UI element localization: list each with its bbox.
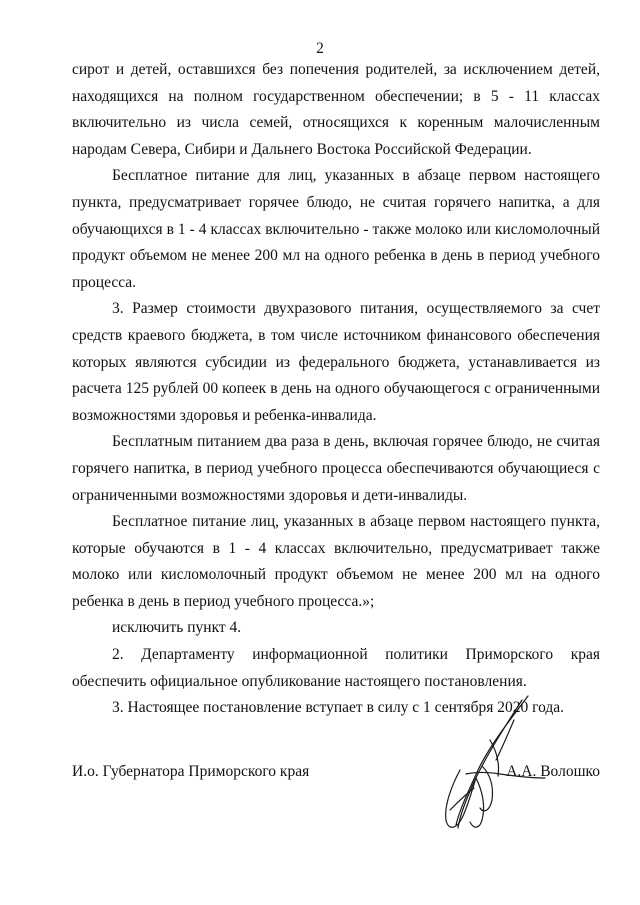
paragraph-continuation: сирот и детей, оставшихся без попечения родителей, за исключением детей, находящихся на полном государственном обеспечении; в 5 - 11 классах включительно из числа семей, относящихся к коренным малочисленным народам Севера, Сибири и Дальнего Востока Российской Федерации. <box>72 61 600 158</box>
document-body <box>72 57 600 722</box>
handwritten-signature <box>430 690 570 840</box>
paragraph-twice-daily-meals: Бесплатным питанием два раза в день, включая горячее блюдо, не считая горячего напитка, в период учебного процесса обеспечиваются обучающиеся с ограниченными возможностями здоровья и дети-инвалиды. <box>72 433 600 504</box>
paragraph-exclude-point-4: исключить пункт 4. <box>112 619 242 637</box>
signatory-title: И.о. Губернатора Приморского края <box>72 763 310 780</box>
paragraph-point-3-cost: 3. Размер стоимости двухразового питания, осуществляемого за счет средств краевого бюджета, в том числе источником финансового обеспечения которых являются субсидии из федерального бюджета, устанавливается из расчета 125 рублей 00 копеек в день на одного обучающегося с ограниченными возможностями здоровья и ребенка-инвалида. <box>72 300 600 424</box>
paragraph-grades-1-4-milk: Бесплатное питание лиц, указанных в абзаце первом настоящего пункта, которые обучаются в 1 - 4 классах включительно, предусматривает также молоко или кисломолочный продукт объемом не менее 200 мл на одного ребенка в день в период учебного процесса.»; <box>72 513 600 610</box>
paragraph-point-2-publication: 2. Департаменту информационной политики Приморского края обеспечить официальное опубликование настоящего постановления. <box>72 646 600 690</box>
paragraph-point-3-effective-date: 3. Настоящее постановление вступает в силу с 1 сентября 2020 года. <box>112 699 565 717</box>
signatory-name: А.А. Волошко <box>506 763 600 780</box>
page-number: 2 <box>316 40 324 57</box>
paragraph-free-meals-scope: Бесплатное питание для лиц, указанных в абзаце первом настоящего пункта, предусматривает горячее блюдо, не считая горячего напитка, а для обучающихся в 1 - 4 классах включительно - также молоко или кисломолочный продукт объемом не менее 200 мл на одного ребенка в день в период учебного процесса. <box>72 167 600 291</box>
